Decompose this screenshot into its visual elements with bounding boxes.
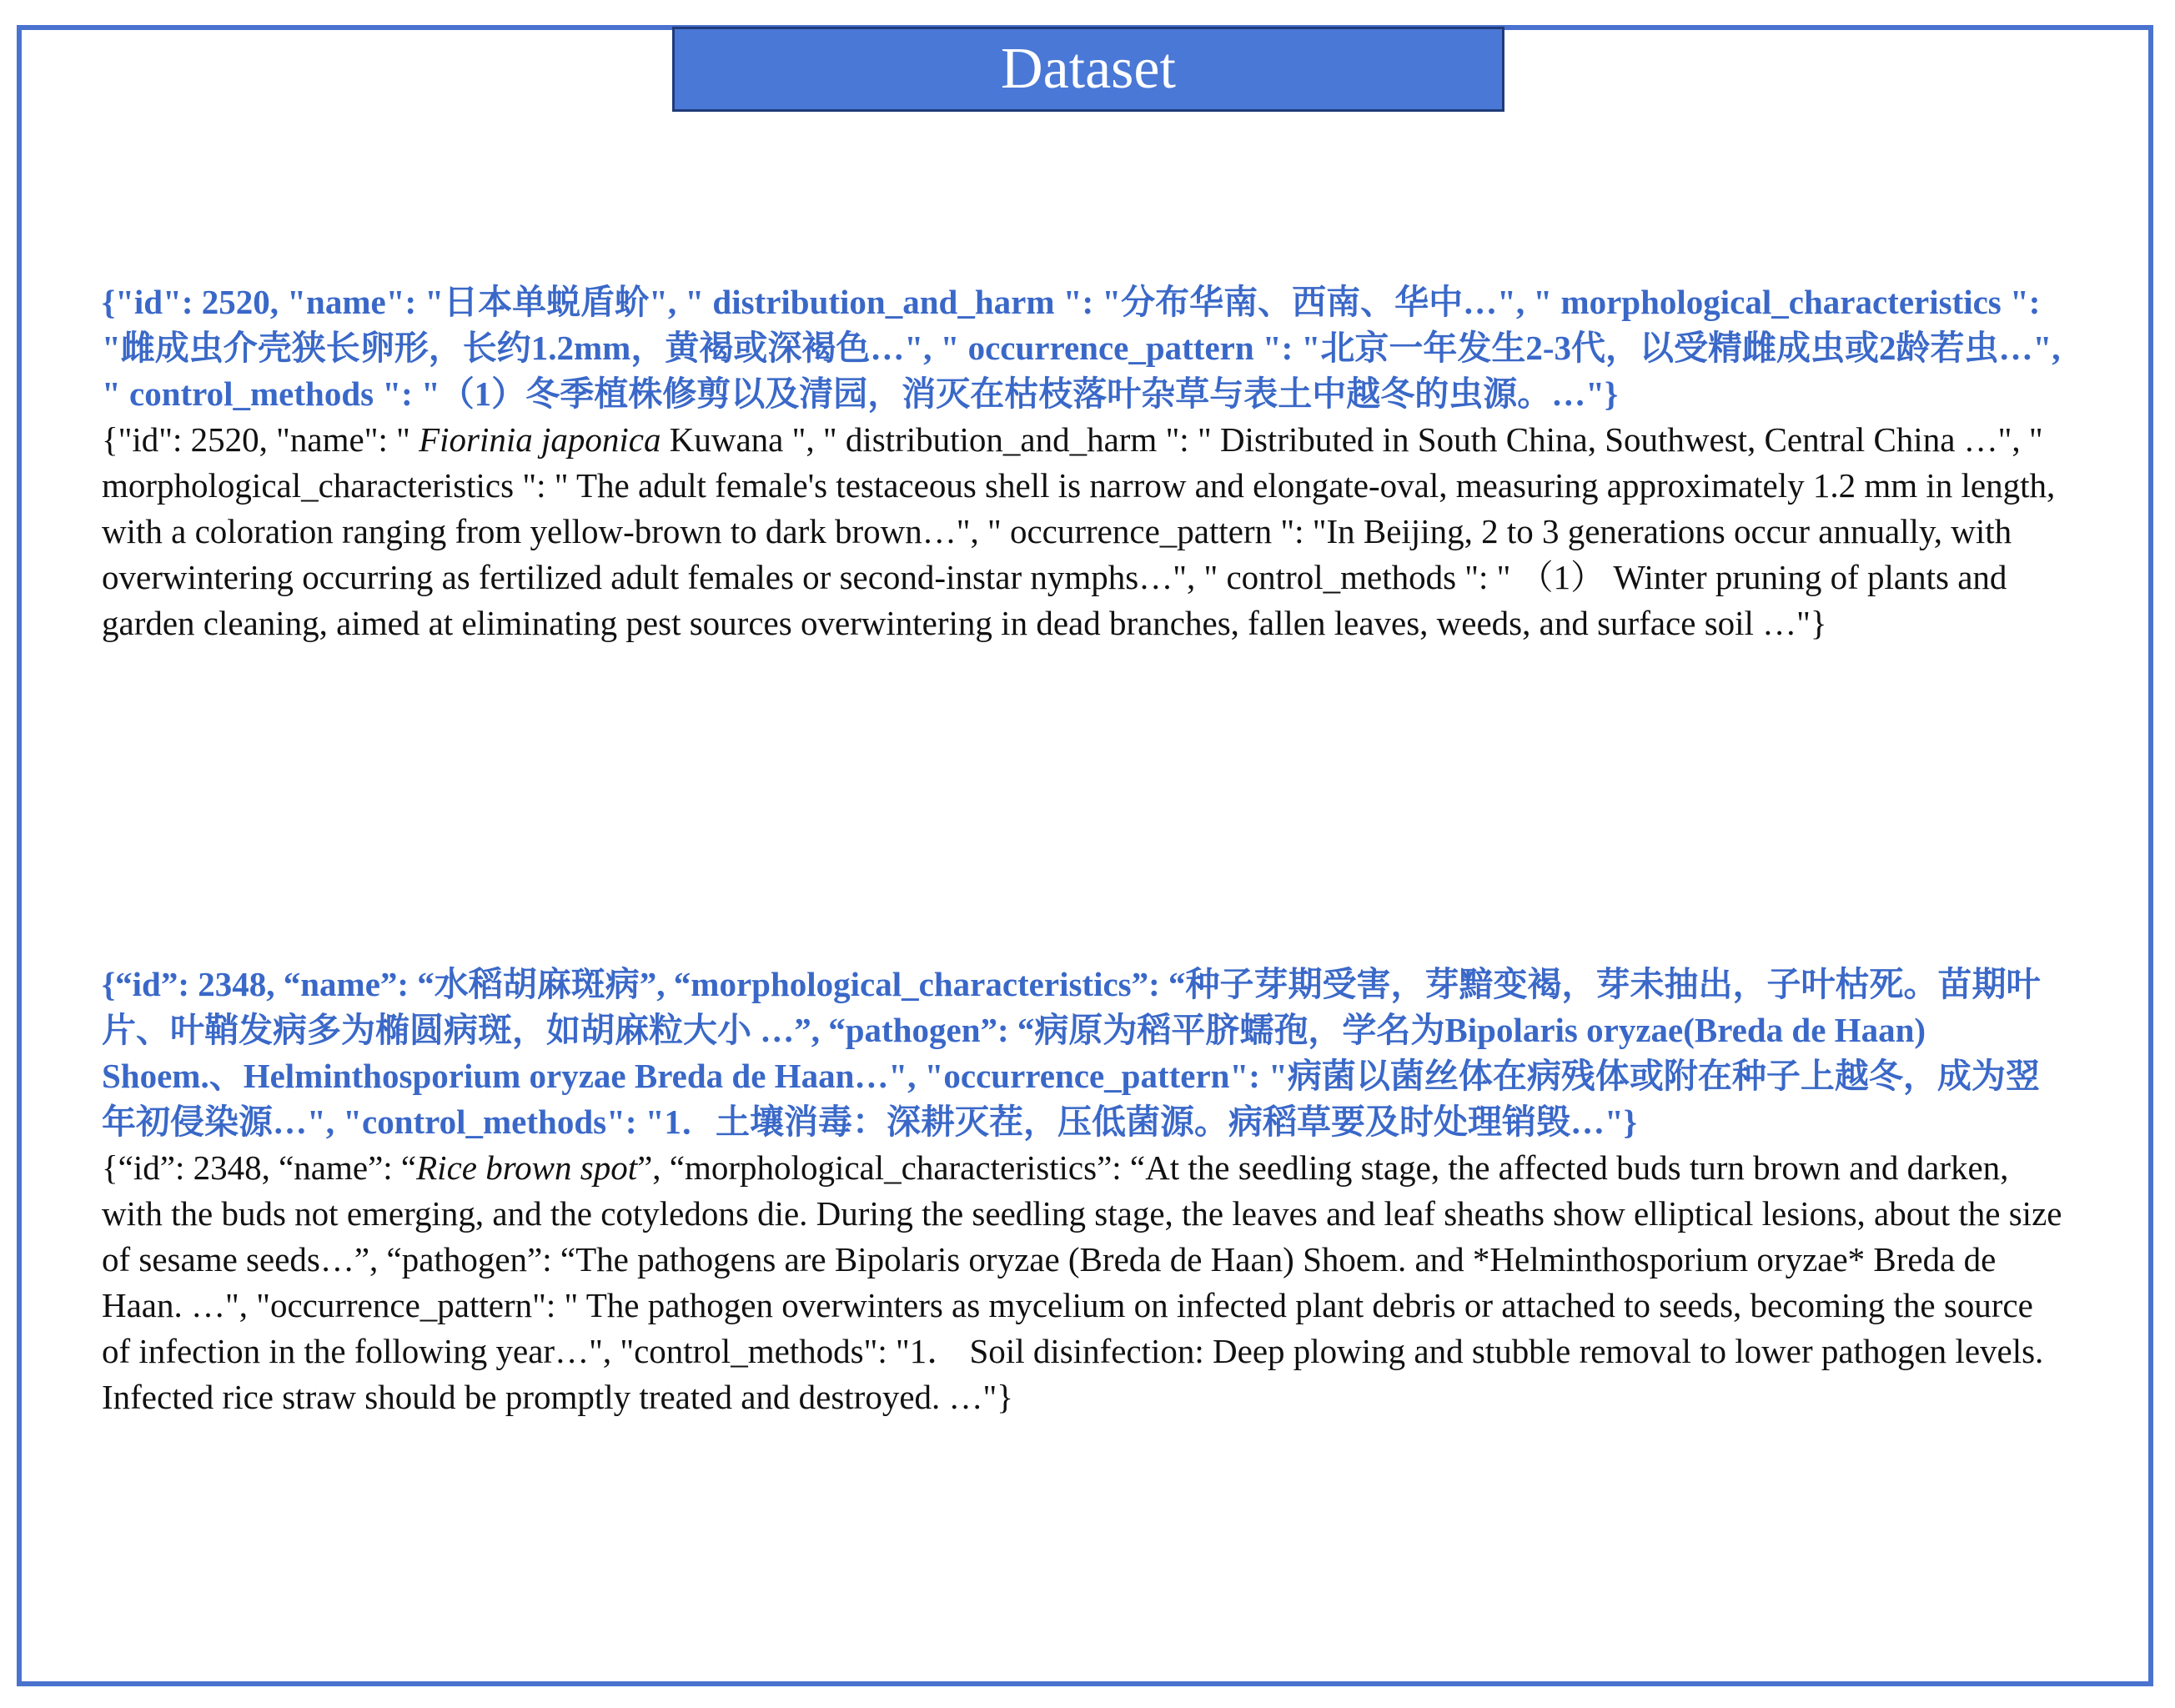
entry-english-record bbox=[102, 417, 2070, 646]
entry-english-record bbox=[102, 1145, 2070, 1420]
title-text: Dataset bbox=[1001, 37, 1176, 101]
dataset-entry-2348 bbox=[102, 962, 2070, 1420]
disease-name-italic: Rice brown spot bbox=[416, 1148, 638, 1187]
english-record-prefix: {"id": 2520, "name": " bbox=[102, 420, 419, 459]
entry-chinese-record: {“id”: 2348, “name”: “水稻胡麻斑病”, “morphological_characteristics”: “种子芽期受害，芽黯变褐，芽未抽出，子叶枯死。苗期叶片、叶鞘发病多为椭圆病斑，如胡麻粒大小 …”, “pathogen”: “病原为稻平脐蠕孢，学名为Bipolaris oryzae(Breda de Haan) Shoem.、Helminthosporium oryzae Breda de Haan…", "occurrence_pattern": "病菌以菌丝体在病残体或附在种子上越冬，成为翌年初侵染源…", "control_methods": "1．土壤消毒：深耕灭茬，压低菌源。病稻草要及时处理销毁…"} bbox=[102, 965, 2041, 1141]
english-record-body: Kuwana ", " distribution_and_harm ": " Distributed in South China, Southwest, Central China …", " morphological_characteristics ": " The adult female's testaceous shell is narrow and elongate-oval, measuring approximately 1.2 mm in length, with a coloration ranging from yellow-brown to dark brown…", " occurrence_pattern ": "In Beijing, 2 to 3 generations occur annually, with overwintering occurring as fertilized adult females or second-instar nymphs…", " control_methods ": " （1） Winter pruning of plants and garden cleaning, aimed at eliminating pest sources overwintering in dead branches, fallen leaves, weeds, and surface soil …"} bbox=[102, 420, 2056, 642]
entry-chinese-record: {"id": 2520, "name": "日本单蜕盾蚧", " distribution_and_harm ": "分布华南、西南、华中…", " morphological_characteristics ": "雌成虫介壳狭长卵形，长约1.2mm，黄褐或深褐色…", " occurrence_pattern ": "北京一年发生2-3代，以受精雌成虫或2龄若虫…", " control_methods ": "（1）冬季植株修剪以及清园，消灭在枯枝落叶杂草与表土中越冬的虫源。…"} bbox=[102, 283, 2061, 413]
figure-frame bbox=[17, 25, 2153, 1686]
english-record-prefix: {“id”: 2348, “name”: “ bbox=[102, 1148, 417, 1187]
english-record-body: ”, “morphological_characteristics”: “At the seedling stage, the affected buds turn brown and darken, with the buds not emerging, and the cotyledons die. During the seedling stage, the leaves and leaf sheaths show elliptical lesions, about the size of sesame seeds…”, “pathogen”: “The pathogens are Bipolaris oryzae (Breda de Haan) Shoem. and *Helminthosporium oryzae* Breda de Haan. …", "occurrence_pattern": " The pathogen overwinters as mycelium on infected plant debris or attached to seeds, becoming the source of infection in the following year…", "control_methods": "1． Soil disinfection: Deep plowing and stubble removal to lower pathogen levels. Infected rice straw should be promptly treated and destroyed. …"} bbox=[102, 1148, 2062, 1416]
dataset-entry-2520 bbox=[102, 279, 2070, 646]
title-banner bbox=[672, 27, 1504, 112]
species-name-italic: Fiorinia japonica bbox=[419, 420, 661, 459]
